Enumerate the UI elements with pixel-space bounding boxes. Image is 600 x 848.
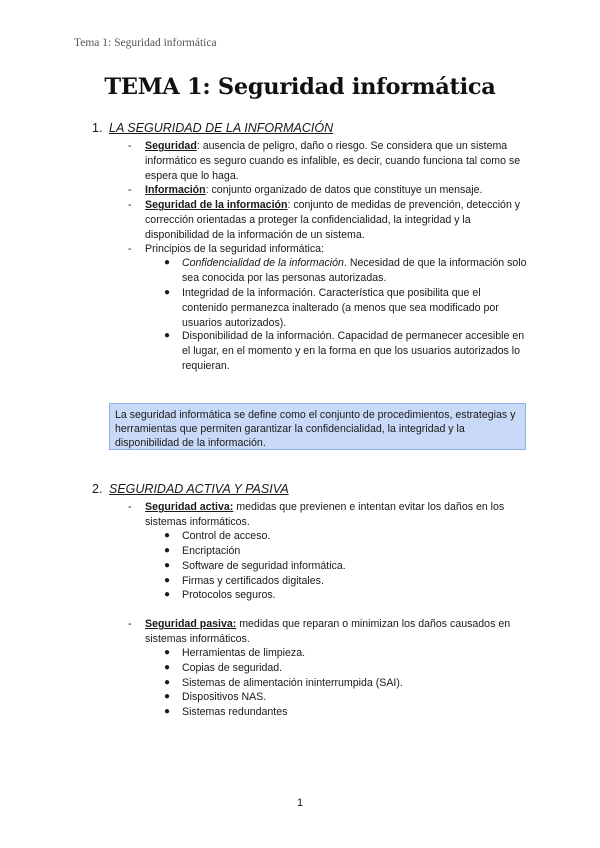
bullet-marker: ● [164, 589, 171, 600]
section-1-number: 1. [92, 121, 103, 135]
section-2-number: 2. [92, 482, 103, 496]
principle-text: . Necesidad de que la información solo sea conocida por las personas autorizadas. [182, 257, 527, 284]
running-header: Tema 1: Seguridad informática [74, 37, 217, 49]
term-seguridad: Seguridad [145, 140, 197, 152]
active-measure: Software de seguridad informática. [182, 560, 346, 572]
active-measure: Protocolos seguros. [182, 589, 276, 601]
definition-text: medidas que reparan o minimizan los daños causados en sistemas informáticos. [145, 618, 511, 645]
page-title: TEMA 1: Seguridad informática [104, 74, 496, 100]
dash-marker: - [128, 199, 132, 211]
bullet-marker: ● [164, 257, 171, 268]
definition-text: medidas que previenen e intentan evitar los daños en los sistemas informáticos. [145, 501, 505, 528]
principle-text: Disponibilidad de la información. Capacidad de permanecer accesible en el lugar, en el momento y en la forma en que los usuarios autorizados lo requieran. [182, 330, 525, 372]
section-2-title: SEGURIDAD ACTIVA Y PASIVA [109, 482, 289, 496]
bullet-marker: ● [164, 330, 171, 341]
term-informacion: Información [145, 184, 206, 196]
term-seguridad-pasiva: Seguridad pasiva: [145, 618, 237, 630]
term-seguridad-informacion: Seguridad de la información [145, 199, 288, 211]
active-measure: Encriptación [182, 545, 241, 557]
principle-title: Confidencialidad de la información [182, 257, 344, 269]
term-seguridad-activa: Seguridad activa: [145, 501, 234, 513]
bullet-marker: ● [164, 545, 171, 556]
bullet-marker: ● [164, 647, 171, 658]
dash-marker: - [128, 501, 132, 513]
principle-text: Integridad de la información. Característica que posibilita que el contenido permanezca inalterado (a menos que sea modificado por usuarios autorizados). [182, 287, 499, 329]
definition-callout: La seguridad informática se define como el conjunto de procedimientos, estrategias y herramientas que permiten garantizar la confidencialidad, la integridad y la disponibilidad de la información. [109, 403, 526, 450]
active-measure: Control de acceso. [182, 530, 271, 542]
section-2-heading [92, 482, 289, 496]
bullet-marker: ● [164, 560, 171, 571]
bullet-marker: ● [164, 287, 171, 298]
dash-marker: - [128, 618, 132, 630]
section-1-heading [92, 121, 333, 135]
bullet-marker: ● [164, 662, 171, 673]
section-1-title: LA SEGURIDAD DE LA INFORMACIÓN [109, 121, 334, 135]
active-measure: Firmas y certificados digitales. [182, 575, 324, 587]
bullet-marker: ● [164, 677, 171, 688]
bullet-marker: ● [164, 706, 171, 717]
dash-marker: - [128, 184, 132, 196]
principles-intro: Principios de la seguridad informática: [145, 243, 325, 255]
dash-marker: - [128, 140, 132, 152]
definition-text: : ausencia de peligro, daño o riesgo. Se considera que un sistema informático es seguro cuando es infalible, es decir, cuando funciona tal como se espera que lo haga. [145, 140, 521, 182]
definition-text: : conjunto de medidas de prevención, detección y corrección orientadas a proteger la confidencialidad, la integridad y la disponibilidad de la información de un sistema. [145, 199, 521, 241]
passive-measure: Herramientas de limpieza. [182, 647, 306, 659]
passive-measure: Copias de seguridad. [182, 662, 283, 674]
passive-measure: Dispositivos NAS. [182, 691, 267, 703]
passive-measure: Sistemas redundantes [182, 706, 288, 718]
dash-marker: - [128, 243, 132, 255]
definition-text: : conjunto organizado de datos que constituye un mensaje. [205, 184, 483, 196]
bullet-marker: ● [164, 530, 171, 541]
passive-measure: Sistemas de alimentación ininterrumpida (SAI). [182, 677, 403, 689]
page-number: 1 [296, 797, 304, 809]
bullet-marker: ● [164, 575, 171, 586]
bullet-marker: ● [164, 691, 171, 702]
